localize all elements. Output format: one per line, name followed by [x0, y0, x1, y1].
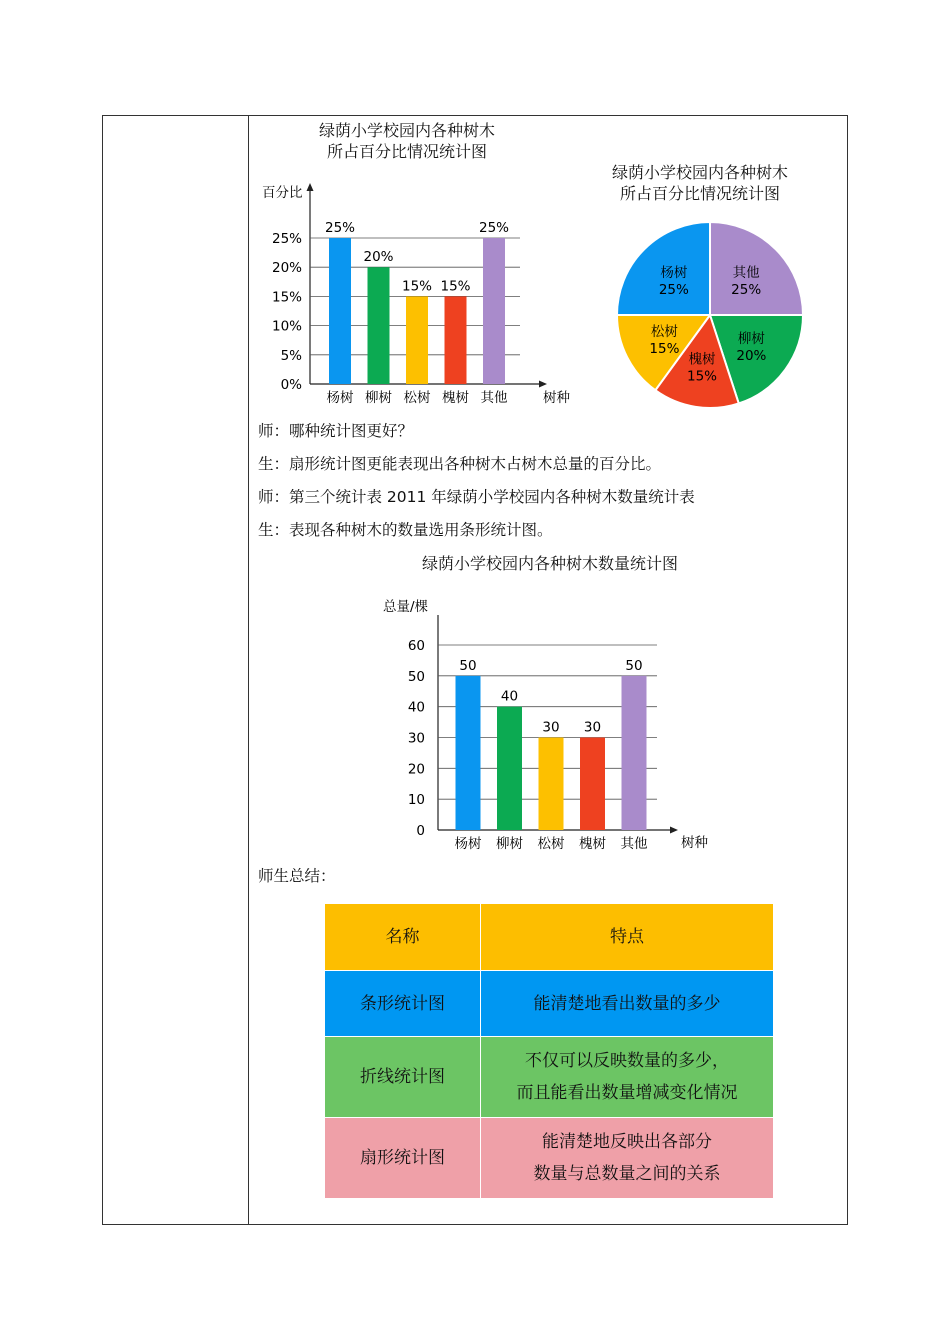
bar-其他	[483, 238, 505, 384]
y-tick-label: 20%	[271, 260, 302, 277]
pie-value-label: 25%	[658, 281, 689, 298]
summary-row-feature	[481, 971, 774, 1037]
summary-row-feature-line1: 能清楚地反映出各部分	[542, 1132, 712, 1152]
percent-bar-chart-y-arrow	[307, 183, 314, 191]
percent-bar-chart-xlabel: 树种	[543, 390, 570, 406]
dialogue-line-1: 师：哪种统计图更好？	[258, 422, 414, 440]
dialogue-line-3: 师：第三个统计表 2011 年绿荫小学校园内各种树木数量统计表	[258, 488, 695, 506]
pie-chart-title-line2: 所占百分比情况统计图	[619, 184, 780, 203]
pie-category-label: 其他	[732, 264, 760, 281]
percent-bar-chart-title-line2: 所占百分比情况统计图	[326, 142, 487, 161]
y-tick-label: 5%	[280, 347, 302, 364]
x-tick-label: 柳树	[365, 390, 392, 406]
y-tick-label: 15%	[271, 289, 302, 306]
bar-value-label: 50	[459, 657, 477, 674]
summary-row-feature-line1: 不仅可以反映数量的多少，	[525, 1051, 729, 1071]
bar-value-label: 20%	[363, 249, 394, 266]
pie-chart-title-line1: 绿荫小学校园内各种树木	[611, 163, 788, 182]
y-tick-label: 20	[407, 761, 425, 778]
summary-row-name: 扇形统计图	[325, 1118, 481, 1199]
bar-杨树	[329, 238, 351, 384]
bar-value-label: 25%	[324, 220, 356, 236]
y-tick-label: 30	[407, 730, 425, 747]
y-tick-label: 40	[407, 699, 425, 716]
bar-柳树	[368, 267, 390, 384]
pie-category-label: 松树	[650, 324, 678, 341]
pie-category-label: 柳树	[737, 331, 765, 348]
x-tick-label: 其他	[480, 390, 508, 406]
summary-row-name: 条形统计图	[325, 971, 481, 1037]
x-tick-label: 柳树	[496, 836, 523, 852]
bar-value-label: 50	[625, 657, 643, 674]
count-bar-chart-x-arrow	[670, 827, 678, 834]
summary-table	[324, 903, 774, 1199]
y-tick-label: 0	[416, 823, 425, 839]
count-bar-chart	[375, 595, 720, 857]
x-tick-label: 槐树	[579, 836, 606, 852]
percent-bar-chart	[250, 175, 590, 410]
x-tick-label: 杨树	[454, 836, 482, 852]
bar-松树	[539, 738, 564, 831]
x-tick-label: 槐树	[442, 390, 469, 406]
summary-row-feature-line1: 能清楚地看出数量的多少	[533, 993, 721, 1014]
pie-chart	[600, 205, 820, 425]
summary-table-row	[325, 1118, 774, 1199]
summary-table-row	[325, 1037, 774, 1118]
count-bar-chart-ylabel: 总量/棵	[383, 599, 429, 615]
dialogue-line-4: 生：表现各种树木的数量选用条形统计图。	[258, 521, 553, 539]
count-bar-chart-xlabel: 树种	[681, 835, 708, 851]
summary-row-feature-line2: 数量与总数量之间的关系	[533, 1164, 721, 1184]
y-tick-label: 10%	[271, 318, 302, 335]
dialogue-line-2: 生：扇形统计图更能表现出各种树木占树木总量的百分比。	[258, 455, 662, 473]
y-tick-label: 50	[407, 668, 425, 685]
y-tick-label: 60	[407, 638, 425, 654]
pie-value-label: 20%	[736, 348, 767, 365]
summary-table-header	[325, 904, 774, 971]
bar-松树	[406, 296, 428, 384]
pie-value-label: 25%	[731, 281, 762, 298]
bar-value-label: 15%	[440, 278, 471, 295]
pie-category-label: 杨树	[660, 264, 688, 281]
y-tick-label: 10	[407, 792, 425, 809]
bar-其他	[622, 676, 647, 830]
bar-value-label: 40	[500, 688, 519, 705]
count-bar-chart-title: 绿荫小学校园内各种树木数量统计图	[421, 554, 678, 573]
y-tick-label: 25%	[271, 231, 302, 247]
x-tick-label: 其他	[620, 836, 648, 852]
percent-bar-chart-title	[282, 120, 532, 162]
pie-category-label: 槐树	[688, 351, 716, 368]
bar-槐树	[580, 738, 605, 831]
percent-bar-chart-x-arrow	[539, 381, 547, 388]
x-tick-label: 松树	[403, 390, 431, 406]
bar-杨树	[456, 676, 481, 830]
x-tick-label: 松树	[537, 836, 565, 852]
bar-柳树	[497, 707, 522, 830]
percent-bar-chart-title-line1: 绿荫小学校园内各种树木	[318, 121, 495, 140]
x-tick-label: 杨树	[326, 390, 354, 406]
bar-value-label: 25%	[478, 220, 510, 236]
bar-槐树	[445, 296, 467, 384]
bar-value-label: 15%	[401, 278, 433, 295]
y-tick-label: 0%	[280, 377, 302, 393]
pie-chart-title	[580, 162, 820, 204]
summary-row-feature-line2: 而且能看出数量增减变化情况	[516, 1083, 738, 1103]
summary-table-row	[325, 971, 774, 1037]
summary-header-feature: 特点	[481, 904, 774, 971]
bar-value-label: 30	[583, 719, 602, 736]
summary-header-name: 名称	[325, 904, 481, 971]
summary-row-feature	[481, 1037, 774, 1118]
pie-value-label: 15%	[649, 341, 680, 358]
bar-value-label: 30	[542, 719, 560, 736]
percent-bar-chart-ylabel: 百分比	[262, 185, 303, 201]
summary-row-name: 折线统计图	[325, 1037, 481, 1118]
summary-row-feature	[481, 1118, 774, 1199]
summary-label: 师生总结：	[258, 867, 336, 885]
pie-value-label: 15%	[686, 368, 718, 385]
lesson-table-divider	[248, 115, 249, 1225]
